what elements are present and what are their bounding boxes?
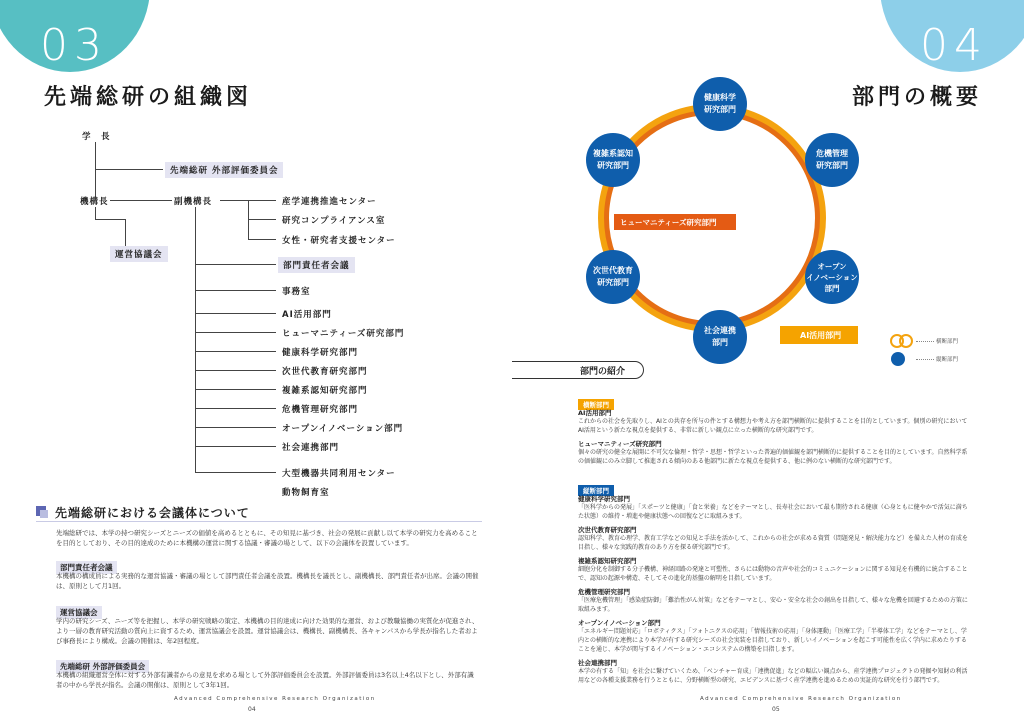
vertical-item-text-1: 「医科学からの発展」「スポーツと健康」「食と栄養」などをテーマとし、長寿社会において最も期待される健康（心身ともに健やかで活気に満ちた状態）の維持・増進や健康状態への回復などに取組みます。 <box>578 504 968 520</box>
org-dept-2: ヒューマニティーズ研究部門 <box>282 329 405 339</box>
vertical-badge: 縦断部門 <box>578 485 614 496</box>
org-director: 機構長 <box>80 197 109 207</box>
dept-node-social <box>693 310 747 364</box>
vertical-item-text-3: 細胞分化を制御する分子機構、神経回路の発達と可塑性、さらには動物の音声や社会的コミュニケーションに関する知見を有機的に統合することで、認知の起源や構造、そしてその進化的基盤の解明を目指しています。 <box>578 566 968 582</box>
legend-cross-label: 横断部門 <box>936 339 959 345</box>
org-dept-3: 健康科学研究部門 <box>282 348 359 358</box>
vertical-item-name-6: 社会連携部門 <box>578 659 617 667</box>
meeting-text-3: 本機構の組織運営全体に対する外部有識者からの意見を求める場として外部評価委員会を設置。外部評価委員は3名以上4名以下とし、外部有識者の中から学長が指名。会議の開催は、原則として3年1回。 <box>56 671 474 689</box>
cross-item-text-1: これからの社会を先取りし、AIとの共存を所与の件とする構想力や考え方を部門横断的に提供することを目的としています。個別の研究において AI活用という新たな視点を提供する、非常に新しい観点に立った横断的な研究部門です。 <box>578 418 968 434</box>
org-dept-council: 部門責任者会議 <box>278 257 355 273</box>
dept-node-education <box>586 250 640 304</box>
section-number-03: 03 <box>40 20 108 71</box>
cross-badge: 横断部門 <box>578 399 614 410</box>
page-title-right: 部門の概要 <box>852 85 983 110</box>
dept-node-cognition <box>586 133 640 187</box>
page-number-right: 05 <box>772 706 780 713</box>
dept-node-crisis <box>805 133 859 187</box>
legend-vertical-label: 縦断部門 <box>936 357 959 363</box>
org-center-2: 研究コンプライアンス室 <box>282 216 386 226</box>
org-animal-facility: 動物飼育室 <box>282 488 330 498</box>
org-vice-director: 副機構長 <box>174 197 213 207</box>
legend-vertical-icon <box>891 352 905 366</box>
node-label: 次世代教育 研究部門 <box>593 266 633 287</box>
footer-left: Advanced Comprehensive Research Organization <box>174 696 376 702</box>
org-dept-6: 危機管理研究部門 <box>282 405 359 415</box>
meeting-text-1: 本機構の構成員による実務的な運営協議・審議の場として部門責任者会議を設置。機構長を議長とし、副機構長、部門責任者が出席。会議の開催は、原則として月1回。 <box>56 572 479 590</box>
vertical-item-name-1: 健康科学研究部門 <box>578 495 630 503</box>
org-dept-1: AI活用部門 <box>282 310 332 320</box>
node-label: 危機管理 研究部門 <box>816 149 848 170</box>
node-label: オープン イノベーション 部門 <box>806 261 858 293</box>
org-operating-council: 運営協議会 <box>110 246 168 262</box>
org-ext-committee: 先端総研 外部評価委員会 <box>165 162 283 178</box>
org-dept-5: 複雑系認知研究部門 <box>282 386 368 396</box>
vertical-item-text-5: 「エネルギー問題対応」「ロボティクス」「フォトニクスの応用」「情報技術の応用」「身体運動」「医療工学」「半導体工学」などをテーマとし、学内との横断的な連携により本学が有する研究シーズの社会実装を目指しており、新しいイノベーションを起こす可能性を広く学内に求めたりすることを通じ、本学が関与するイノベーション・エコシステムの構築を目指します。 <box>578 628 967 653</box>
org-president: 学 長 <box>82 132 111 142</box>
org-center-3: 女性・研究者支援センター <box>282 236 396 246</box>
org-shared-center: 大型機器共同利用センター <box>282 469 396 479</box>
dept-node-open-innovation <box>805 250 859 304</box>
org-office: 事務室 <box>282 287 311 297</box>
meeting-text-2: 学内の研究シーズ、ニーズ等を把握し、本学の研究戦略の策定、本機構の目的達成に向けた効果的な運営、および教職協働の実質化が促進され、より一層の教育研究活動の質向上に資するため、運営協議会を設置。運営協議会は、機構長、副機構長、各キャンパスから学長が指名した者および事務長により構成。会議の開催は、年2回程度。 <box>56 617 479 645</box>
intro-title: 部門の紹介 <box>580 367 626 377</box>
org-dept-7: オープンイノベーション部門 <box>282 424 404 434</box>
meeting-name-2: 運営協議会 <box>56 606 102 619</box>
node-label: 社会連携 部門 <box>704 326 736 347</box>
ai-label: AI活用部門 <box>800 331 842 340</box>
humanities-label: ヒューマニティーズ研究部門 <box>620 218 717 227</box>
vertical-item-text-2: 認知科学、教育心理学、教育工学などの知見と手法を活かして、これからの社会が求める資質（問題発見・解決能力など）を備えた人材の育成を目指し、様々な実践的教育のあり方を探る研究部門です。 <box>578 535 968 551</box>
node-label: 複雑系認知 研究部門 <box>593 149 633 170</box>
section-number-04: 04 <box>920 20 988 71</box>
org-center-1: 産学連携推進センター <box>282 197 377 207</box>
meetings-underline <box>36 521 482 522</box>
cross-item-text-2: 個々の研究の健全な展開に不可欠な倫理・哲学・思想・哲学といった普遍的価値観を部門横断的に提供することを目的としています。自然科学系の価値観にのみ立脚して推進される傾向のある他部門に新たな視点を提供する、他に例のない横断的な研究部門です。 <box>578 449 968 465</box>
meeting-name-1: 部門責任者会議 <box>56 561 117 574</box>
meetings-intro: 先端総研では、本学の持つ研究シーズとニーズの価値を高めるとともに、その知見に基づき、社会の発展に貢献し以て本学の研究力を高めることを目的としており、その目的達成のために本機構の運営に関する協議・審議の場として、以下の会議体を設置しています。 <box>56 529 478 547</box>
vertical-item-text-6: 本学の有する「知」を社会に繋げていくため、「ベンチャー育成」「連携促進」などの幅広い観点から、産学連携プロジェクトの発掘や知財の利活用などの各種支援業務を行うとともに、分野横断型の研究、エビデンスに基づく産学連携を進めるための実証的な研究を行う部門です。 <box>578 668 968 684</box>
page-title-left: 先端総研の組織図 <box>44 85 253 110</box>
meetings-title: 先端総研における会議体について <box>55 506 250 520</box>
footer-right: Advanced Comprehensive Research Organization <box>700 696 902 702</box>
vertical-item-name-4: 危機管理研究部門 <box>578 588 630 596</box>
vertical-item-name-2: 次世代教育研究部門 <box>578 526 637 534</box>
org-dept-8: 社会連携部門 <box>282 443 340 453</box>
cross-item-name-1: AI活用部門 <box>578 409 612 417</box>
vertical-item-name-5: オープンイノベーション部門 <box>578 619 661 627</box>
meeting-name-3: 先端総研 外部評価委員会 <box>56 660 149 673</box>
dept-node-health <box>693 77 747 131</box>
node-label: 健康科学 研究部門 <box>704 93 736 114</box>
page-number-left: 04 <box>248 706 256 713</box>
vertical-item-text-4: 「医療危機管理」「感染症防御」「難治性がん対策」などをテーマとし、安心・安全な社会の創出を目指して、様々な危機を回避するための方策に取組みます。 <box>578 597 968 613</box>
org-dept-4: 次世代教育研究部門 <box>282 367 368 377</box>
vertical-item-name-3: 複雑系認知研究部門 <box>578 557 637 565</box>
cross-item-name-2: ヒューマニティーズ研究部門 <box>578 440 662 448</box>
